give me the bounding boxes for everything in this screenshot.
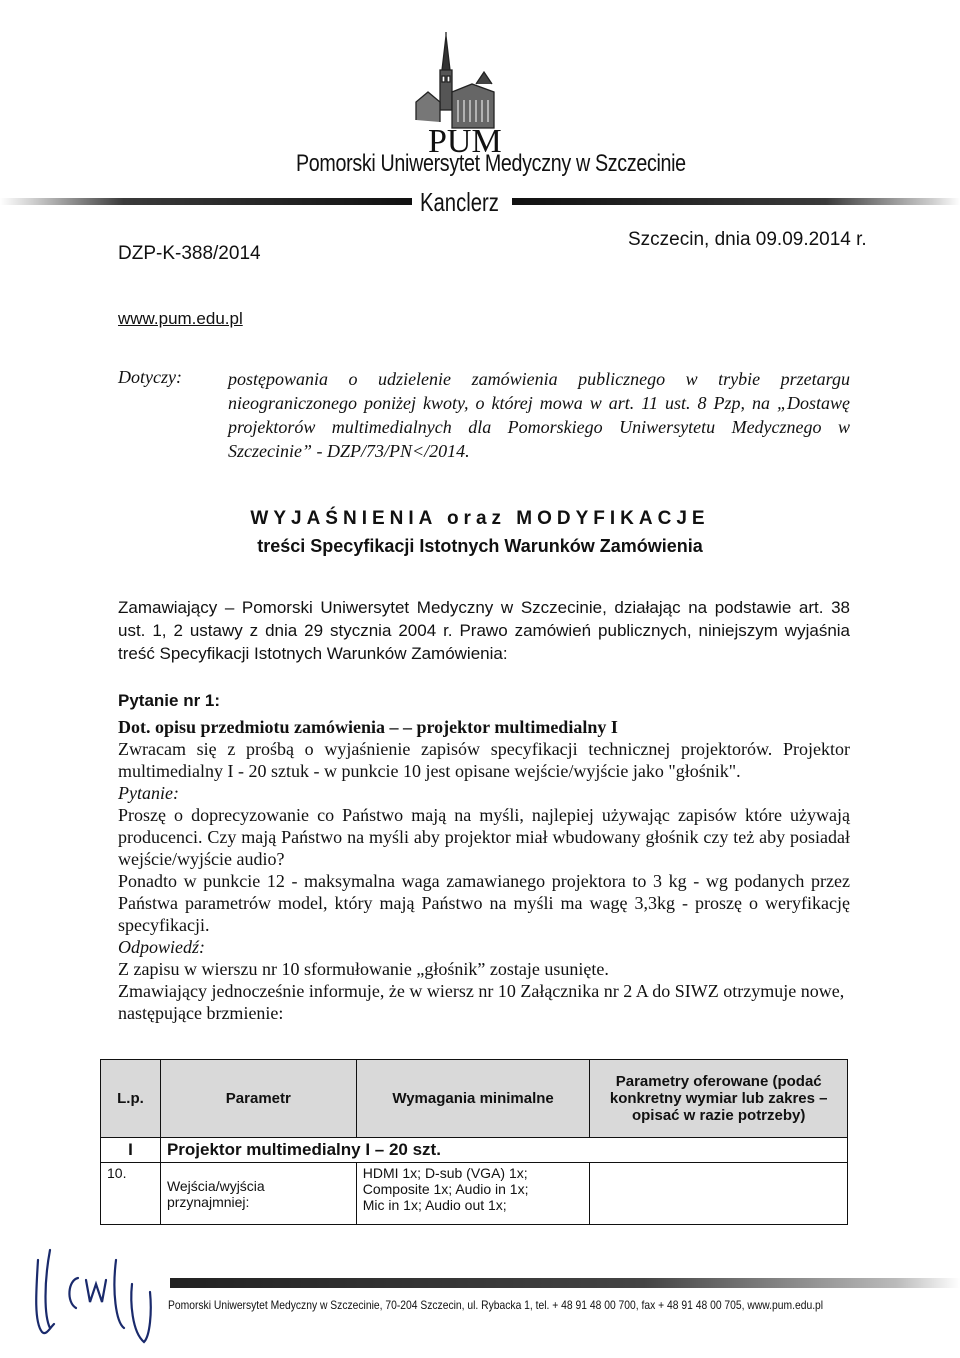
question-heading: Pytanie nr 1: bbox=[118, 691, 221, 710]
intro-paragraph: Zamawiający – Pomorski Uniwersytet Medyczny w Szczecinie, działając na podstawie art. 38 ust. 1, 2 ustawy z dnia 29 stycznia 2004 r. Prawo zamówień publicznych, niniejszym wyjaśnia treść Specyfikacji Istotnych Warunków Zamówienia: bbox=[118, 598, 850, 663]
column-header-requirements: Wymagania minimalne bbox=[356, 1060, 590, 1138]
column-header-parameter: Parametr bbox=[160, 1060, 356, 1138]
header-divider-right bbox=[512, 198, 960, 205]
answer-text-2: Zmawiający jednocześnie informuje, że w wiersz nr 10 Załącznika nr 2 A do SIWZ otrzymuje nowe, następujące brzmienie: bbox=[118, 981, 845, 1023]
question-label: Pytanie: bbox=[118, 783, 179, 803]
footer-divider bbox=[170, 1278, 960, 1288]
footer-address: Pomorski Uniwersytet Medyczny w Szczecinie, 70-204 Szczecin, ul. Rybacka 1, tel. + 48 91 48 00 700, fax + 48 91 48 00 705, www.pum.edu.pl bbox=[168, 1298, 824, 1312]
website-link[interactable]: www.pum.edu.pl bbox=[118, 309, 243, 328]
answer-text-1: Z zapisu w wierszu nr 10 sformułowanie „głośnik” zostaje usunięte. bbox=[118, 959, 609, 979]
subject-label: Dotyczy: bbox=[118, 367, 182, 387]
specification-table bbox=[100, 1059, 848, 1225]
header-divider-left bbox=[0, 198, 412, 205]
requirement-line-3: Mic in 1x; Audio out 1x; bbox=[362, 1197, 507, 1213]
chancellor-title: Kanclerz bbox=[420, 187, 499, 217]
table-section-row bbox=[101, 1138, 848, 1163]
question-context: Zwracam się z prośbą o wyjaśnienie zapisów specyfikacji technicznej projektorów. Projektor multimedialny I - 20 sztuk - w punkcie 10 jest opisane wejście/wyjście jako "głośnik". bbox=[118, 739, 850, 781]
table-row bbox=[101, 1163, 848, 1225]
answer-label: Odpowiedź: bbox=[118, 937, 205, 957]
question-topic: Dot. opisu przedmiotu zamówienia – – projektor multimedialny I bbox=[118, 717, 618, 737]
requirement-line-1: HDMI 1x; D-sub (VGA) 1x; bbox=[362, 1165, 528, 1181]
university-name: Pomorski Uniwersytet Medyczny w Szczecinie bbox=[296, 150, 686, 177]
row-offered-value bbox=[590, 1163, 848, 1225]
reference-number: DZP-K-388/2014 bbox=[118, 243, 261, 264]
question-text-1: Proszę o doprecyzowanie co Państwo mają na myśli, najlepiej używając zapisów które używają producenci. Czy mają Państwo na myśli aby projektor miał wbudowany głośnik czy też aby posiadał wejście/wyjście audio? bbox=[118, 805, 850, 869]
section-title: Projektor multimedialny I – 20 szt. bbox=[160, 1138, 847, 1163]
logo-text: PUM bbox=[428, 123, 502, 155]
document-subtitle: treści Specyfikacji Istotnych Warunków Zamówienia bbox=[257, 536, 703, 556]
question-section bbox=[118, 690, 850, 1024]
column-header-lp: L.p. bbox=[101, 1060, 161, 1138]
university-logo bbox=[402, 30, 522, 155]
date-line: Szczecin, dnia 09.09.2014 r. bbox=[628, 229, 867, 250]
document-title: WYJAŚNIENIA oraz MODYFIKACJE bbox=[250, 508, 710, 529]
column-header-offered: Parametry oferowane (podać konkretny wymiar lub zakres – opisać w razie potrzeby) bbox=[590, 1060, 848, 1138]
row-requirements bbox=[356, 1163, 590, 1225]
requirement-line-2: Composite 1x; Audio in 1x; bbox=[362, 1181, 529, 1197]
section-number: I bbox=[101, 1138, 161, 1163]
row-number: 10. bbox=[101, 1163, 161, 1225]
subject-text: postępowania o udzielenie zamówienia publicznego w trybie przetargu nieograniczonego poniżej kwoty, o której mowa w art. 11 ust. 8 Pzp, na „Dostawę projektorów multimedialnych dla Pomorskiego Uniwersytetu Medycznego w Szczecinie” - DZP/73/PN</2014. bbox=[228, 369, 850, 461]
table-header-row bbox=[101, 1060, 848, 1138]
handwritten-signature bbox=[20, 1232, 170, 1347]
row-parameter: Wejścia/wyjścia przynajmniej: bbox=[160, 1163, 356, 1225]
question-text-2: Ponadto w punkcie 12 - maksymalna waga zamawianego projektora to 3 kg - wg podanych przez Państwa parametrów model, który mają Państwo na myśli ma wagę 3,3kg - proszę o weryfikację specyfikacji. bbox=[118, 871, 850, 935]
